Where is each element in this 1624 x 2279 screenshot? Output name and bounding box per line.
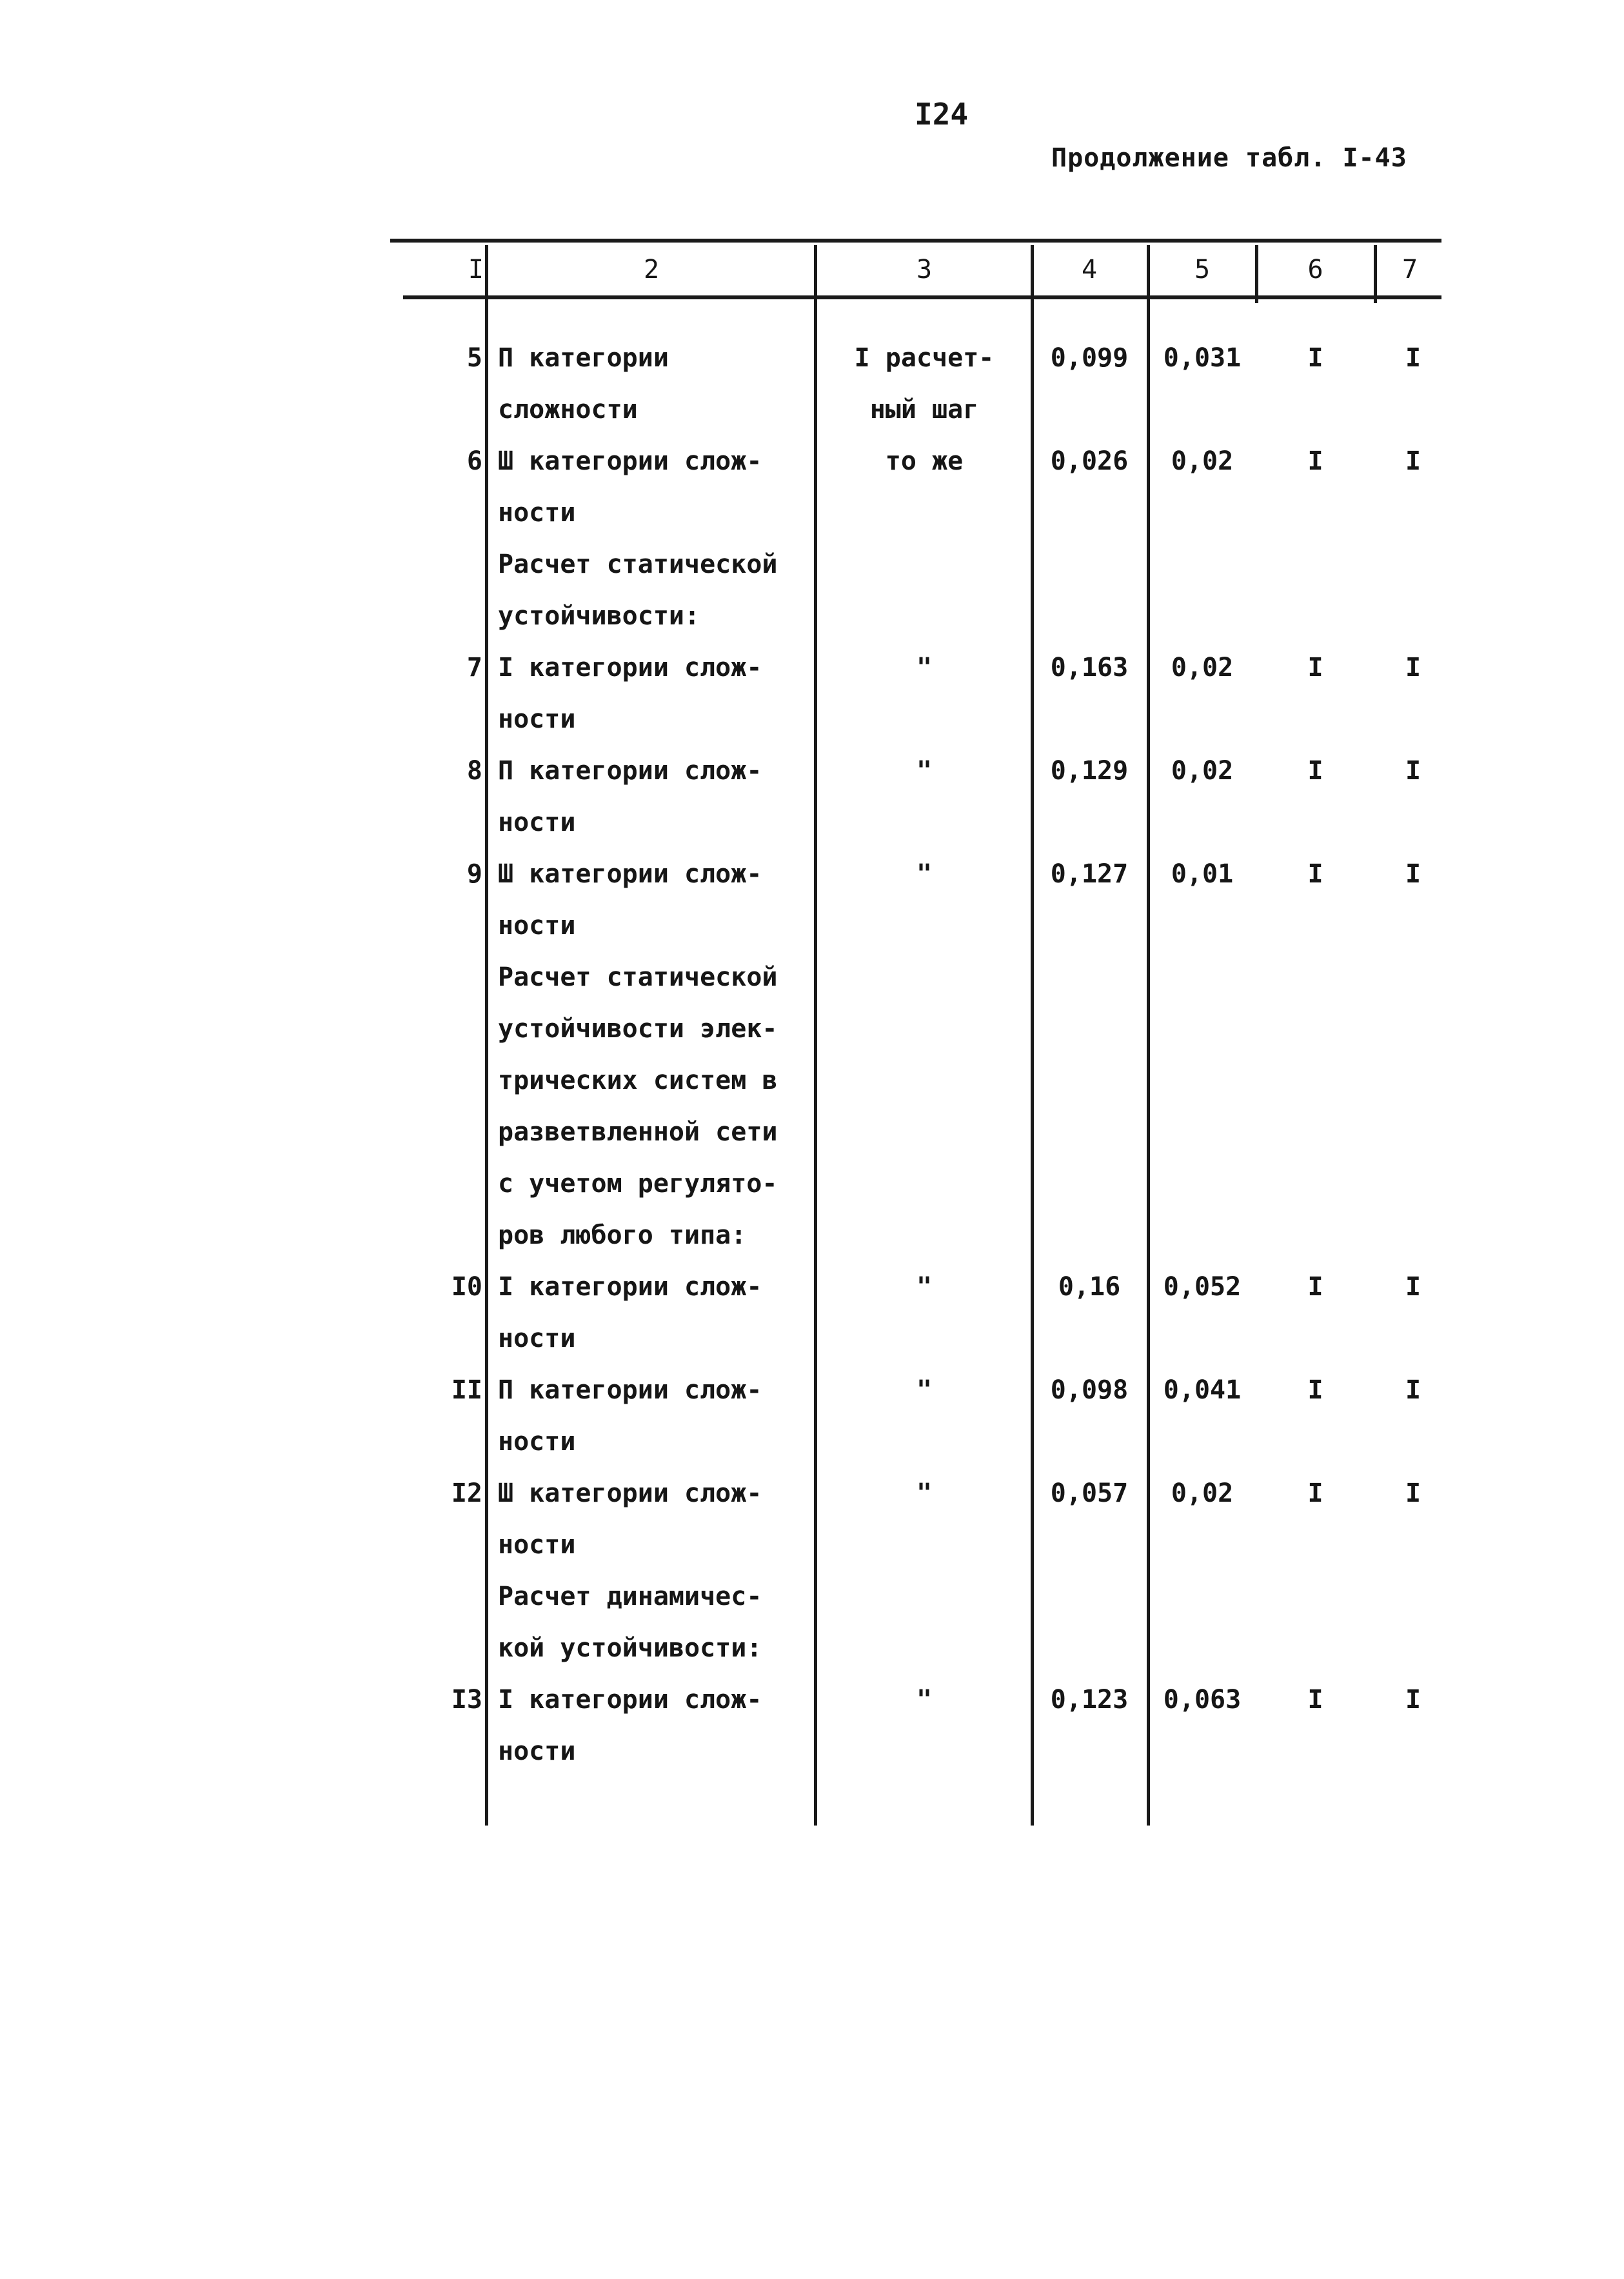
row-col3: " xyxy=(916,1375,933,1405)
row-col4: 0,099 xyxy=(1050,343,1129,373)
row-description: ности xyxy=(498,704,576,734)
row-col6: I xyxy=(1307,446,1323,476)
row-description: I категории слож- xyxy=(498,1685,762,1715)
row-col4: 0,057 xyxy=(1050,1478,1129,1508)
row-description: Расчет статической xyxy=(498,550,778,579)
row-col3: " xyxy=(916,1272,933,1302)
row-col5: 0,031 xyxy=(1163,343,1242,373)
row-col5: 0,052 xyxy=(1163,1272,1242,1302)
row-col4: 0,127 xyxy=(1050,859,1129,889)
row-col6: I xyxy=(1307,1685,1323,1715)
row-col6: I xyxy=(1307,1375,1323,1405)
row-description: П категории слож- xyxy=(498,756,762,786)
col-separator-4 xyxy=(1147,245,1150,1826)
row-col7: I xyxy=(1405,1272,1421,1302)
header-cell-5: 5 xyxy=(1194,255,1211,284)
row-number: 6 xyxy=(466,446,482,476)
row-col7: I xyxy=(1405,1478,1421,1508)
col-separator-2 xyxy=(814,245,817,1826)
row-col6: I xyxy=(1307,859,1323,889)
row-col5: 0,063 xyxy=(1163,1685,1242,1715)
row-description: ности xyxy=(498,1427,576,1457)
row-description: П категории слож- xyxy=(498,1375,762,1405)
row-number: 7 xyxy=(466,653,482,682)
row-col3: " xyxy=(916,1685,933,1715)
row-description: ности xyxy=(498,1737,576,1766)
row-description: Ш категории слож- xyxy=(498,1478,762,1508)
row-col6: I xyxy=(1307,1272,1323,1302)
row-description: ности xyxy=(498,498,576,528)
header-cell-2: 2 xyxy=(643,255,660,284)
row-description: Ш категории слож- xyxy=(498,859,762,889)
row-description: устойчивости элек- xyxy=(498,1014,778,1044)
row-number: I3 xyxy=(451,1685,482,1715)
row-description: устойчивости: xyxy=(498,601,700,631)
col-separator-1 xyxy=(485,245,488,1826)
row-col4: 0,129 xyxy=(1050,756,1129,786)
row-description: Ш категории слож- xyxy=(498,446,762,476)
row-number: 5 xyxy=(466,343,482,373)
row-col3: " xyxy=(916,859,933,889)
table-continuation-caption: Продолжение табл. I-43 xyxy=(1051,143,1407,173)
row-col4: 0,026 xyxy=(1050,446,1129,476)
row-description: ров любого типа: xyxy=(498,1220,747,1250)
row-col3: I расчет- xyxy=(854,343,995,373)
row-description: П категории xyxy=(498,343,669,373)
row-number: II xyxy=(451,1375,482,1405)
col-separator-5 xyxy=(1255,245,1258,303)
row-description: трических систем в xyxy=(498,1066,778,1095)
row-col5: 0,02 xyxy=(1171,446,1234,476)
col-separator-6 xyxy=(1374,245,1377,303)
page-number: I24 xyxy=(915,97,969,132)
row-col3: " xyxy=(916,653,933,682)
row-col4: 0,16 xyxy=(1058,1272,1121,1302)
row-col6: I xyxy=(1307,343,1323,373)
row-col7: I xyxy=(1405,446,1421,476)
header-cell-1: I xyxy=(468,255,484,284)
row-description: ности xyxy=(498,911,576,940)
row-description: разветвленной сети xyxy=(498,1117,778,1147)
row-col3: то же xyxy=(885,446,964,476)
row-col7: I xyxy=(1405,1685,1421,1715)
row-col5: 0,02 xyxy=(1171,756,1234,786)
row-number: 9 xyxy=(466,859,482,889)
row-description: I категории слож- xyxy=(498,1272,762,1302)
row-number: 8 xyxy=(466,756,482,786)
row-col4: 0,123 xyxy=(1050,1685,1129,1715)
row-description: с учетом регулято- xyxy=(498,1169,778,1199)
header-cell-7: 7 xyxy=(1401,255,1418,284)
row-col7: I xyxy=(1405,859,1421,889)
row-col7: I xyxy=(1405,343,1421,373)
header-cell-4: 4 xyxy=(1081,255,1098,284)
row-col5: 0,01 xyxy=(1171,859,1234,889)
row-col7: I xyxy=(1405,653,1421,682)
row-col5: 0,02 xyxy=(1171,1478,1234,1508)
row-col4: 0,163 xyxy=(1050,653,1129,682)
header-cell-3: 3 xyxy=(916,255,933,284)
row-col5: 0,041 xyxy=(1163,1375,1242,1405)
row-description: ности xyxy=(498,1324,576,1353)
col-separator-3 xyxy=(1031,245,1034,1826)
table-top-rule xyxy=(390,239,1441,243)
row-description: I категории слож- xyxy=(498,653,762,682)
row-col5: 0,02 xyxy=(1171,653,1234,682)
row-col6: I xyxy=(1307,1478,1323,1508)
header-cell-6: 6 xyxy=(1307,255,1323,284)
row-col7: I xyxy=(1405,756,1421,786)
row-description: кой устойчивости: xyxy=(498,1633,762,1663)
row-col3: ный шаг xyxy=(869,395,979,424)
row-number: I2 xyxy=(451,1478,482,1508)
row-description: сложности xyxy=(498,395,638,424)
row-col3: " xyxy=(916,756,933,786)
row-description: ности xyxy=(498,808,576,837)
row-number: I0 xyxy=(451,1272,482,1302)
row-description: Расчет динамичес- xyxy=(498,1582,762,1611)
row-col4: 0,098 xyxy=(1050,1375,1129,1405)
row-col6: I xyxy=(1307,756,1323,786)
table-header-rule xyxy=(403,295,1441,299)
row-col3: " xyxy=(916,1478,933,1508)
row-col6: I xyxy=(1307,653,1323,682)
row-col7: I xyxy=(1405,1375,1421,1405)
row-description: ности xyxy=(498,1530,576,1560)
row-description: Расчет статической xyxy=(498,962,778,992)
